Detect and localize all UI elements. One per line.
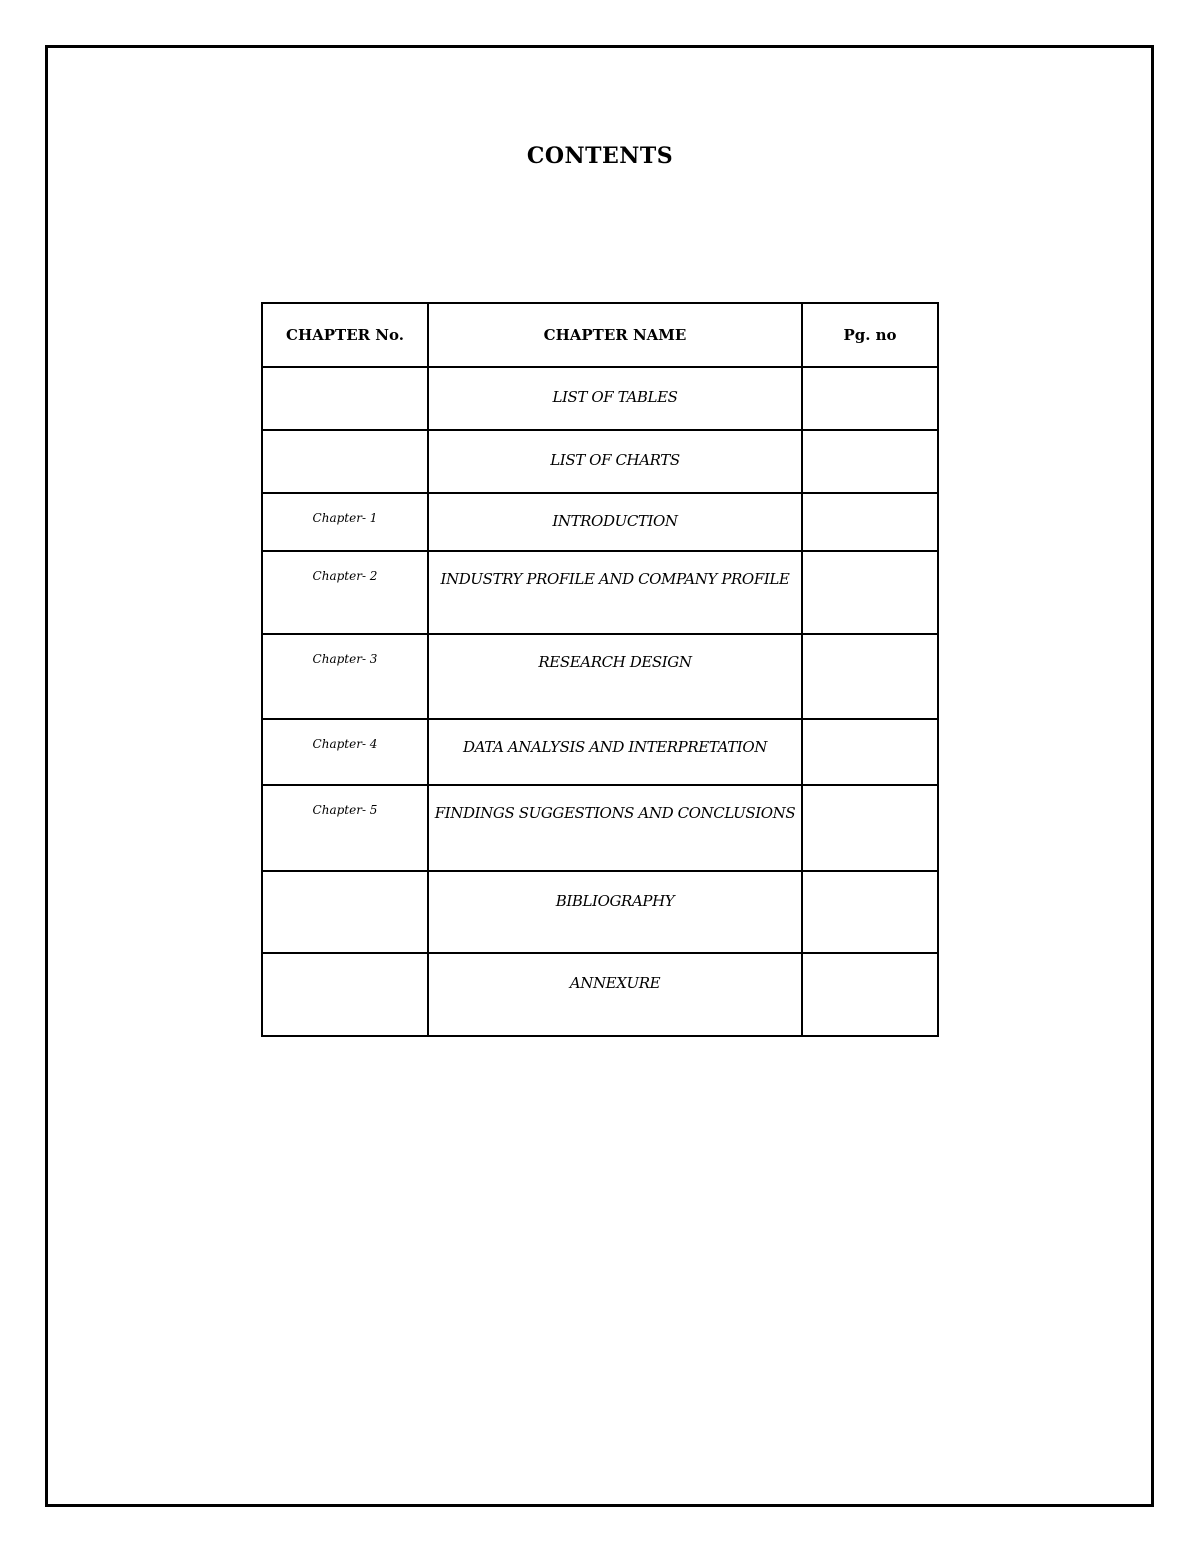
- page-no-text: [803, 786, 937, 804]
- chapter-name-cell: [428, 430, 802, 493]
- table-row: [262, 493, 938, 551]
- table-row: [262, 953, 938, 1036]
- page-no-text: [803, 720, 937, 738]
- chapter-no-cell: [262, 430, 428, 493]
- chapter-no-cell: [262, 367, 428, 430]
- header-page-no: Pg. no: [802, 303, 938, 367]
- page-no-text: [803, 954, 937, 974]
- table-row: [262, 430, 938, 493]
- chapter-name-cell: [428, 785, 802, 871]
- chapter-no-cell: [262, 953, 428, 1036]
- header-chapter-name: CHAPTER NAME: [428, 303, 802, 367]
- chapter-name-text: ANNEXURE: [569, 974, 661, 992]
- page-no-cell: [802, 551, 938, 634]
- chapter-name-cell: [428, 551, 802, 634]
- chapter-no-text: [263, 872, 427, 892]
- chapter-name-cell: [428, 871, 802, 953]
- page-no-text: [803, 552, 937, 570]
- chapter-no-cell: [262, 871, 428, 953]
- table-row: [262, 551, 938, 634]
- page-no-cell: [802, 634, 938, 719]
- table-row: [262, 367, 938, 430]
- table-row: [262, 871, 938, 953]
- chapter-name-text: DATA ANALYSIS AND INTERPRETATION: [463, 738, 767, 756]
- page-no-cell: [802, 785, 938, 871]
- chapter-no-cell: [262, 551, 428, 634]
- chapter-no-text: Chapter- 2: [312, 569, 378, 583]
- table-row: [262, 634, 938, 719]
- chapter-no-cell: [262, 634, 428, 719]
- chapter-name-text: BIBLIOGRAPHY: [555, 892, 675, 910]
- table-row: [262, 719, 938, 785]
- chapter-name-cell: [428, 953, 802, 1036]
- chapter-name-text: RESEARCH DESIGN: [538, 653, 692, 671]
- header-chapter-no: CHAPTER No.: [262, 303, 428, 367]
- chapter-no-text: Chapter- 5: [312, 803, 378, 817]
- page-no-cell: [802, 871, 938, 953]
- page-title: CONTENTS: [526, 143, 674, 169]
- chapter-name-text: FINDINGS SUGGESTIONS AND CONCLUSIONS: [434, 804, 796, 822]
- contents-table: [261, 302, 939, 1037]
- table-row: [262, 785, 938, 871]
- page-no-text: [803, 368, 937, 388]
- chapter-name-text: INTRODUCTION: [552, 512, 678, 530]
- page-no-cell: [802, 719, 938, 785]
- chapter-no-text: Chapter- 4: [312, 737, 378, 751]
- page-no-text: [803, 635, 937, 653]
- table-header-row: [262, 303, 938, 367]
- chapter-no-text: [263, 954, 427, 974]
- chapter-name-cell: [428, 367, 802, 430]
- chapter-name-cell: [428, 719, 802, 785]
- chapter-name-cell: [428, 493, 802, 551]
- chapter-no-text: [263, 431, 427, 452]
- chapter-name-text: LIST OF TABLES: [552, 388, 678, 406]
- chapter-name-text: INDUSTRY PROFILE AND COMPANY PROFILE: [440, 570, 790, 588]
- page-no-cell: [802, 953, 938, 1036]
- chapter-no-text: Chapter- 3: [312, 652, 378, 666]
- page-no-cell: [802, 430, 938, 493]
- page-no-cell: [802, 367, 938, 430]
- page-no-text: [803, 872, 937, 892]
- chapter-name-cell: [428, 634, 802, 719]
- chapter-no-cell: [262, 785, 428, 871]
- chapter-no-text: Chapter- 1: [312, 511, 378, 525]
- page-no-text: [803, 494, 937, 512]
- page-no-text: [803, 431, 937, 451]
- chapter-no-cell: [262, 493, 428, 551]
- page-no-cell: [802, 493, 938, 551]
- chapter-no-cell: [262, 719, 428, 785]
- chapter-no-text: [263, 368, 427, 389]
- chapter-name-text: LIST OF CHARTS: [550, 451, 680, 469]
